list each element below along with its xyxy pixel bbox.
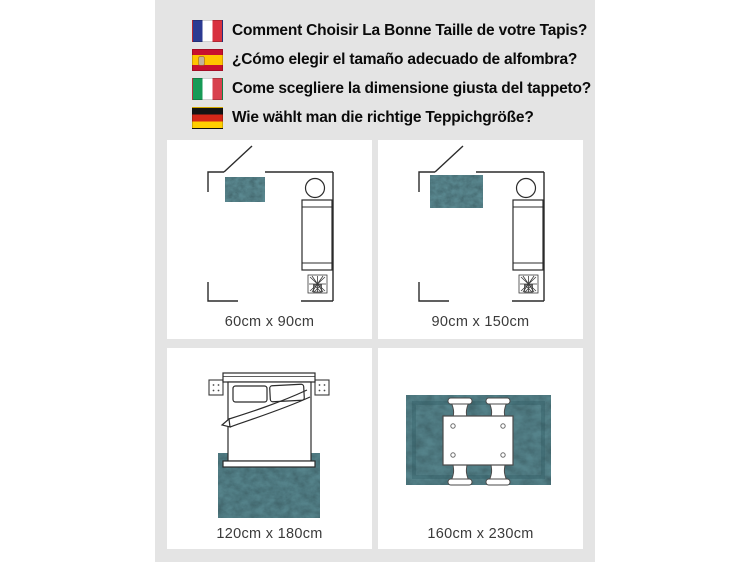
nightstand-right (315, 380, 329, 395)
plant-icon (519, 275, 538, 293)
panel-bedroom-small-rug (167, 140, 372, 339)
door-leaf-line (435, 146, 463, 172)
medium-rug (430, 175, 483, 208)
header-line-italian: Come scegliere la dimensione giusta del tappeto? (232, 80, 592, 97)
side-table (306, 179, 325, 198)
rug-size-label: 160cm x 230cm (427, 525, 534, 542)
footboard (223, 461, 315, 467)
bed-top-view (222, 373, 315, 467)
small-rug (225, 177, 265, 202)
door-leaf-line (224, 146, 252, 172)
language-header (192, 20, 592, 136)
bed-top-view (302, 200, 332, 270)
floorplan-medium-rug-illustration (378, 140, 583, 304)
italy-flag-icon (192, 78, 223, 100)
rug-size-label: 120cm x 180cm (216, 525, 323, 542)
header-row-spanish (192, 49, 589, 71)
header-row-french (192, 20, 589, 42)
header-row-german (192, 107, 589, 129)
header-line-spanish: ¿Cómo elegir el tamaño adecuado de alfombra? (232, 51, 578, 68)
size-examples-grid (167, 140, 583, 549)
panel-double-bed-rug (167, 348, 372, 549)
panel-bedroom-medium-rug (378, 140, 583, 339)
double-bed-rug-illustration (167, 348, 372, 518)
pillow-left (233, 386, 267, 402)
floorplan-small-rug-illustration (167, 140, 372, 304)
header-line-german: Wie wählt man die richtige Teppichgröße? (232, 109, 534, 126)
header-row-italian (192, 78, 592, 100)
spain-coat-of-arms-icon (199, 57, 204, 65)
bed-top-view (513, 200, 543, 270)
plant-icon (308, 275, 327, 293)
spain-flag-icon (192, 49, 223, 71)
dining-table-rug-illustration (378, 348, 583, 518)
france-flag-icon (192, 20, 223, 42)
content-band (155, 0, 595, 562)
nightstand-left (209, 380, 223, 395)
panel-dining-table-rug (378, 348, 583, 549)
rug-size-label: 90cm x 150cm (431, 313, 530, 330)
duvet-fold-tip (222, 419, 230, 427)
headboard (223, 373, 315, 382)
side-table (517, 179, 536, 198)
germany-flag-icon (192, 107, 223, 129)
header-line-french: Comment Choisir La Bonne Taille de votre Tapis? (232, 22, 588, 39)
rug-size-label: 60cm x 90cm (224, 313, 315, 330)
